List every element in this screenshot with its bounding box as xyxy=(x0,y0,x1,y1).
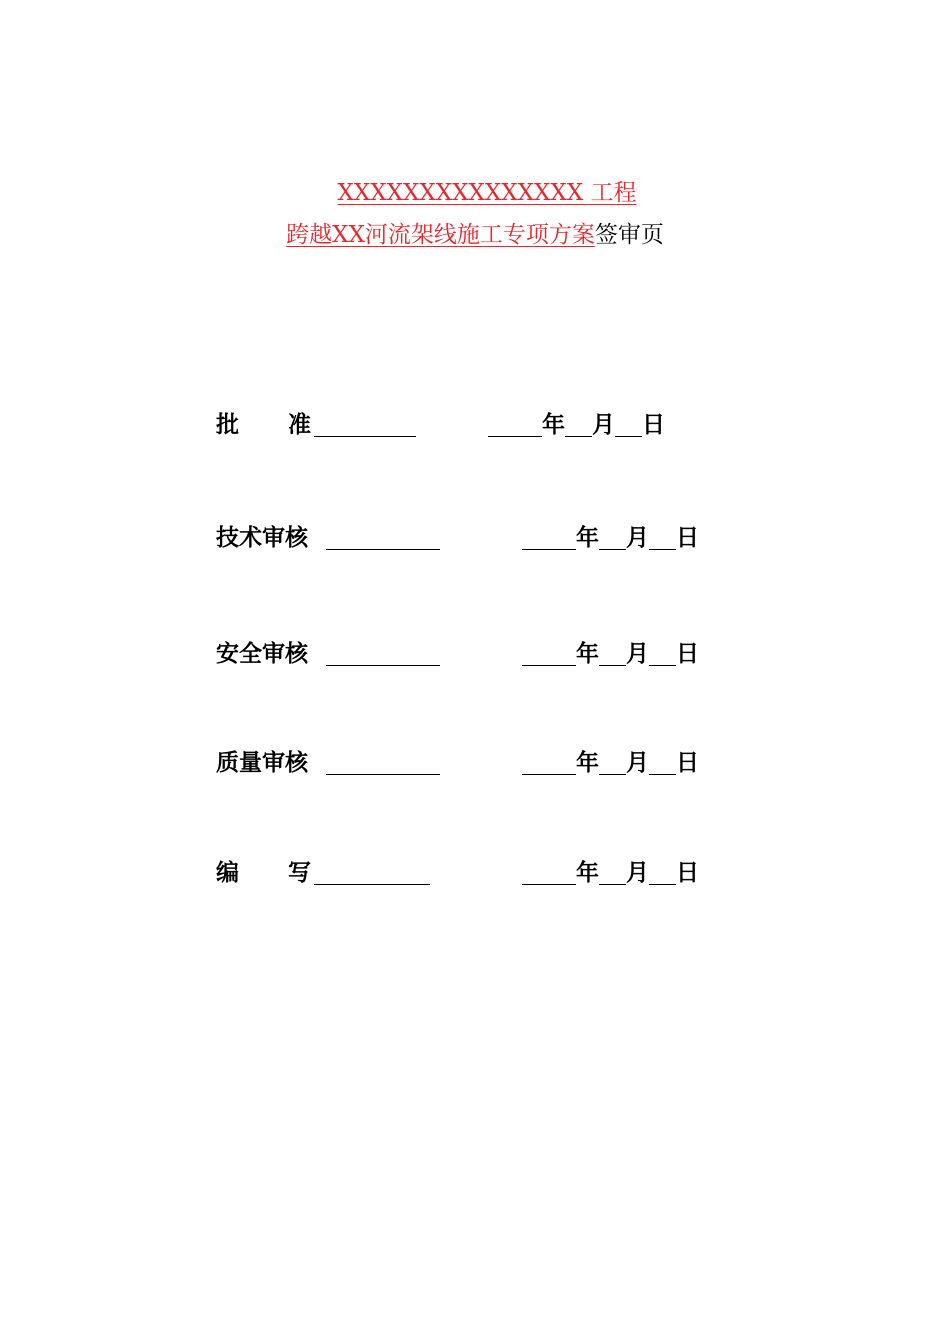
month-blank[interactable] xyxy=(599,638,626,666)
signature-row-technical xyxy=(216,522,716,554)
month-blank[interactable] xyxy=(599,522,626,550)
role-label-author xyxy=(216,857,311,889)
role-label-approve xyxy=(216,409,311,441)
year-unit: 年 xyxy=(542,412,565,438)
day-blank[interactable] xyxy=(649,522,676,550)
signature-line[interactable] xyxy=(314,884,430,885)
title-line-1 xyxy=(0,172,950,214)
title-block xyxy=(0,172,950,256)
month-unit: 月 xyxy=(592,412,615,438)
role-label-safety: 安全审核 xyxy=(216,641,308,667)
signature-line[interactable] xyxy=(326,774,440,775)
date-field[interactable] xyxy=(522,638,699,670)
date-field[interactable] xyxy=(522,747,699,779)
day-blank[interactable] xyxy=(649,638,676,666)
year-unit: 年 xyxy=(576,860,599,886)
year-blank[interactable] xyxy=(488,409,542,437)
year-blank[interactable] xyxy=(522,857,576,885)
month-blank[interactable] xyxy=(565,409,592,437)
month-unit: 月 xyxy=(626,641,649,667)
day-unit: 日 xyxy=(676,750,699,776)
role-char: 写 xyxy=(288,860,311,886)
signature-row-author xyxy=(216,857,716,889)
day-blank[interactable] xyxy=(649,747,676,775)
day-blank[interactable] xyxy=(615,409,642,437)
signature-line[interactable] xyxy=(314,436,416,437)
signature-line[interactable] xyxy=(326,665,440,666)
year-unit: 年 xyxy=(576,750,599,776)
month-blank[interactable] xyxy=(599,857,626,885)
day-blank[interactable] xyxy=(649,857,676,885)
year-unit: 年 xyxy=(576,641,599,667)
role-label-quality: 质量审核 xyxy=(216,750,308,776)
title-line-2 xyxy=(0,214,950,256)
signature-row-approve xyxy=(216,409,716,441)
month-unit: 月 xyxy=(626,750,649,776)
day-unit: 日 xyxy=(676,525,699,551)
signature-row-safety xyxy=(216,638,716,670)
sign-page-label: 签审页 xyxy=(594,222,664,248)
role-char: 编 xyxy=(216,860,239,886)
signature-line[interactable] xyxy=(326,549,440,550)
day-unit: 日 xyxy=(676,641,699,667)
date-field[interactable] xyxy=(522,522,699,554)
date-field[interactable] xyxy=(488,409,665,441)
month-blank[interactable] xyxy=(599,747,626,775)
month-unit: 月 xyxy=(626,860,649,886)
day-unit: 日 xyxy=(642,412,665,438)
year-blank[interactable] xyxy=(522,747,576,775)
role-char: 准 xyxy=(288,412,311,438)
year-unit: 年 xyxy=(576,525,599,551)
year-blank[interactable] xyxy=(522,638,576,666)
role-label-technical: 技术审核 xyxy=(216,525,308,551)
date-field[interactable] xyxy=(522,857,699,889)
month-unit: 月 xyxy=(626,525,649,551)
scheme-title: 跨越XX河流架线施工专项方案 xyxy=(286,222,595,248)
signature-row-quality xyxy=(216,747,716,779)
year-blank[interactable] xyxy=(522,522,576,550)
day-unit: 日 xyxy=(676,860,699,886)
role-char: 批 xyxy=(216,412,239,438)
project-name: XXXXXXXXXXXXXXX 工程 xyxy=(337,180,637,206)
